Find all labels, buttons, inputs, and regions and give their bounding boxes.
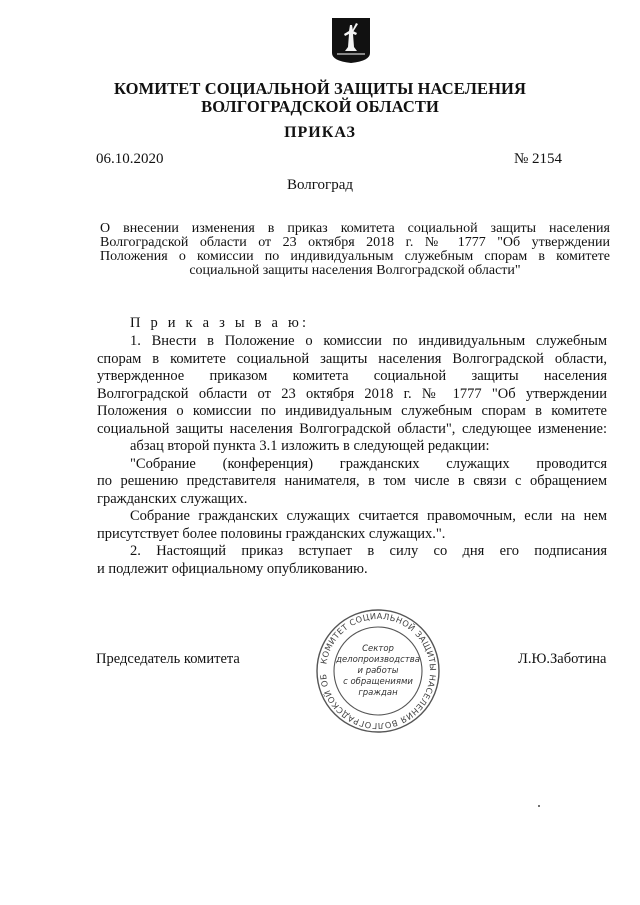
subject-line: Положения о комиссии по индивидуальным служебным спорам в комитете — [100, 249, 610, 264]
document-date: 06.10.2020 — [96, 151, 164, 167]
subject-line: Волгоградской области от 23 октября 2018 г. № 1777 "Об утверждении — [100, 235, 610, 250]
body-line: спорам в комитете социальной защиты населения Волгоградской области, — [97, 350, 607, 367]
body-line: утвержденное приказом комитета социальной защиты населения — [97, 368, 607, 384]
body-line: "Собрание (конференция) гражданских служащих проводится — [130, 455, 607, 472]
stamp-center-line: и работы — [357, 666, 399, 676]
stamp-center-line: делопроизводства — [336, 655, 420, 665]
body-line: 1. Внести в Положение о комиссии по индивидуальным служебным — [130, 333, 607, 349]
document-number: № 2154 — [514, 151, 563, 167]
signatory-position: Председатель комитета — [96, 651, 240, 667]
body-line: Положения о комиссии по индивидуальным служебным спорам в комитете — [97, 403, 607, 419]
official-stamp — [313, 606, 443, 736]
scan-speck — [538, 805, 540, 807]
stamp-ring-text: КОМИТЕТ СОЦИАЛЬНОЙ ЗАЩИТЫ НАСЕЛЕНИЯ ВОЛГОГРАДСКОЙ ОБ — [318, 610, 439, 732]
body-line: социальной защиты населения Волгоградской области", следующее изменение: — [97, 420, 607, 437]
organization-name-line1: КОМИТЕТ СОЦИАЛЬНОЙ ЗАЩИТЫ НАСЕЛЕНИЯ — [113, 79, 527, 98]
document-type: ПРИКАЗ — [284, 124, 356, 141]
subject-line: О внесении изменения в приказ комитета социальной защиты населения — [100, 221, 610, 236]
stamp-center-line: с обращениями — [343, 677, 413, 687]
organization-name-line2: ВОЛГОГРАДСКОЙ ОБЛАСТИ — [201, 97, 439, 116]
coat-of-arms-emblem — [331, 17, 371, 64]
prikazyvayu-heading: П р и к а з ы в а ю: — [130, 315, 310, 331]
subject-line: социальной защиты населения Волгоградской области" — [189, 263, 521, 278]
body-line: гражданских служащих. — [97, 490, 248, 507]
body-line: Собрание гражданских служащих считается правомочным, если на нем — [130, 508, 607, 524]
body-line: абзац второй пункта 3.1 изложить в следующей редакции: — [130, 438, 490, 454]
stamp-center-line: Сектор — [362, 644, 394, 654]
body-line: Волгоградской области от 23 октября 2018 г. № 1777 "Об утверждении — [97, 385, 607, 402]
body-line: присутствует более половины гражданских служащих.". — [97, 525, 446, 542]
body-line: 2. Настоящий приказ вступает в силу со дня его подписания — [130, 543, 607, 559]
body-line: по решению представителя нанимателя, в том числе в связи с обращением — [97, 473, 607, 489]
signatory-name: Л.Ю.Заботина — [518, 651, 607, 667]
order-body — [97, 333, 607, 578]
body-line: и подлежит официальному опубликованию. — [97, 560, 368, 577]
order-subject — [100, 222, 610, 278]
stamp-center-line: граждан — [358, 688, 398, 698]
document-city: Волгоград — [286, 177, 353, 193]
